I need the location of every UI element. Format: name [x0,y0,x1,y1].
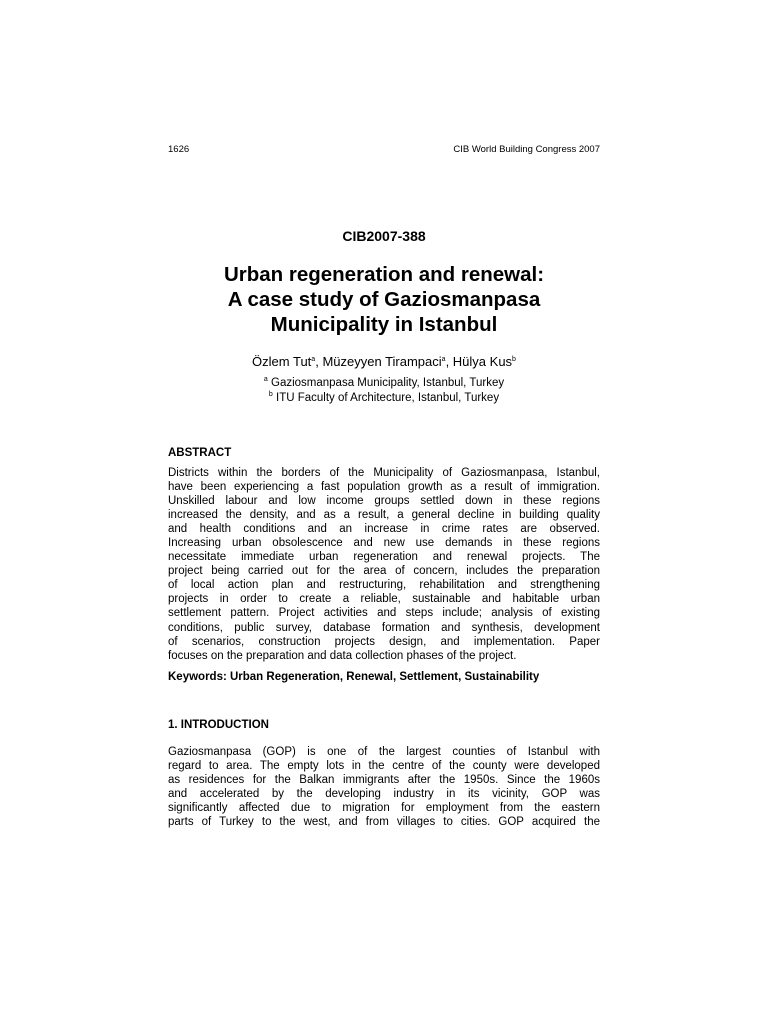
author-separator: , [445,354,453,369]
text-line: conditions, public survey, database formation and synthesis, development [168,621,600,634]
affiliation-mark: a [263,376,268,383]
text-line: have been experiencing a fast population growth as a result of immigration. [168,481,600,494]
author-list [168,353,600,370]
text-line: Increasing urban obsolescence and new use demands in these regions [168,537,600,550]
author-separator: , [315,354,323,369]
text-line: parts of Turkey to the west, and from villages to cities. GOP acquired the [168,816,600,829]
affiliation-mark: b [268,391,273,398]
text-line: regard to area. The empty lots in the centre of the county were developed [168,760,600,773]
author-name: Hülya Kus [452,354,513,369]
author-affiliation-mark: b [512,356,516,363]
abstract-body [168,466,600,663]
running-header [168,142,600,158]
text-line: increased the density, and as a result, a general decline in building quality [168,509,600,522]
affiliation-text: ITU Faculty of Architecture, Istanbul, Turkey [276,392,500,404]
affiliation-list [168,376,600,406]
title-line: Urban regeneration and renewal: [223,263,545,286]
affiliation-text: Gaziosmanpasa Municipality, Istanbul, Turkey [271,377,505,389]
keywords: Keywords: Urban Regeneration, Renewal, Settlement, Sustainability [168,671,540,683]
paper-title [168,262,600,337]
paper-id: CIB2007-388 [342,228,426,244]
text-line: significantly affected due to migration for employment from the eastern [168,802,600,815]
text-line: settlement pattern. Project activities and steps include; analysis of existing [168,607,600,620]
text-line: and accelerated by the developing industry in its vicinity, GOP was [168,788,600,801]
affiliation [168,376,600,391]
text-line: of scenarios, construction projects design, and implementation. Paper [168,635,600,648]
text-line: projects in order to create a reliable, sustainable and habitable urban [168,593,600,606]
text-line: necessitate immediate urban regeneration and renewal projects. The [168,551,600,564]
introduction-heading: 1. INTRODUCTION [168,719,269,731]
text-line: Districts within the borders of the Municipality of Gaziosmanpasa, Istanbul, [168,467,600,479]
author-affiliation-mark: a [311,356,316,363]
author-affiliation-mark: a [441,356,446,363]
text-line: and health conditions and an increase in crime rates are observed. [168,523,600,536]
text-line: Gaziosmanpasa (GOP) is one of the largest counties of Istanbul with [168,746,600,758]
text-line: of local action plan and restructuring, rehabilitation and strengthening [168,579,600,592]
affiliation [168,391,600,406]
text-line: focuses on the preparation and data collection phases of the project. [168,649,517,662]
text-line: as residences for the Balkan immigrants after the 1950s. Since the 1960s [168,774,600,787]
introduction-body [168,745,600,829]
page-number: 1626 [168,144,190,155]
text-line: Unskilled labour and low income groups settled down in these regions [168,495,600,508]
title-line: Municipality in Istanbul [270,313,498,336]
author-name: Müzeyyen Tirampaci [322,354,442,369]
conference-name: CIB World Building Congress 2007 [453,144,600,155]
abstract-heading: ABSTRACT [168,447,232,459]
title-line: A case study of Gaziosmanpasa [227,288,541,311]
text-line: project being carried out for the area of concern, includes the preparation [168,565,600,578]
author-name: Özlem Tut [252,354,312,369]
